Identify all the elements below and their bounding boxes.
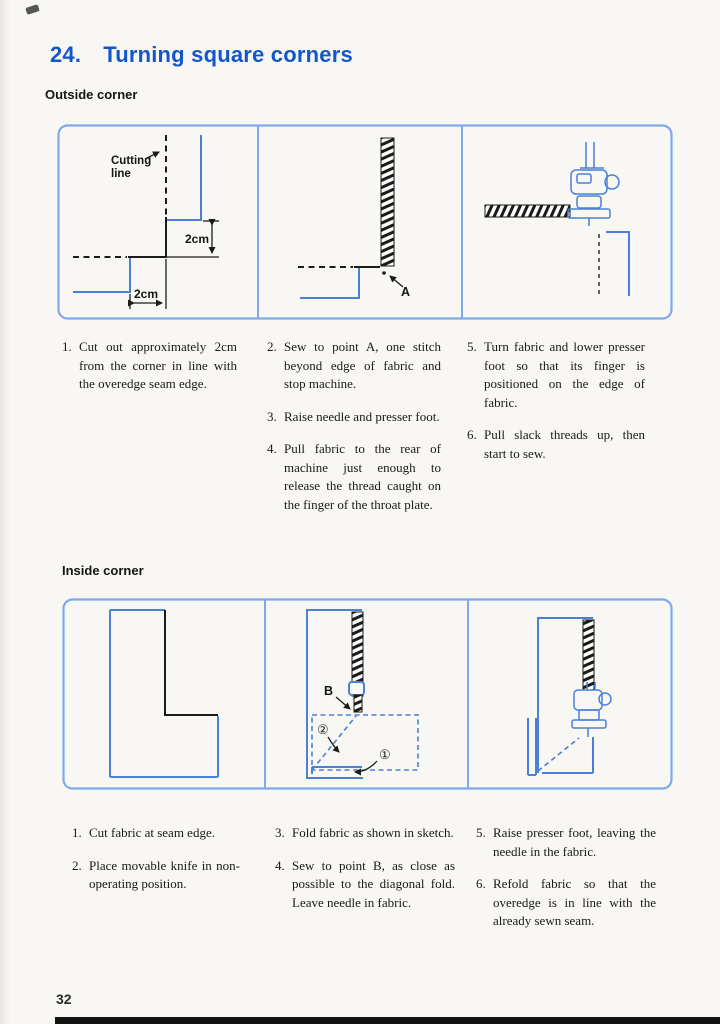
- vertical-dimension-label: 2cm: [185, 232, 210, 246]
- outside-steps-column-1: [62, 338, 237, 408]
- outside-panel-3-presser-foot-diagram: [485, 142, 629, 297]
- presser-foot-illustration: [572, 682, 611, 737]
- inside-steps-column-1: [72, 824, 240, 908]
- cutting-line-label: line: [111, 168, 131, 180]
- inside-figure-border: [64, 600, 672, 789]
- outside-corner-heading: Outside corner: [45, 87, 138, 102]
- fold-step-2-marker: ②: [317, 722, 329, 737]
- fold-step-2-arrow: [328, 737, 339, 752]
- scan-mark: [25, 4, 40, 15]
- folded-flap: [528, 718, 536, 775]
- overedge-stitch: [354, 695, 362, 712]
- step-item: 2. Place movable knife in non-operating position.: [72, 857, 240, 891]
- step-item: 6. Pull slack threads up, then start to sew.: [467, 427, 645, 461]
- cutting-line-label: Cutting: [111, 155, 152, 167]
- fold-step-1-marker: ①: [379, 747, 391, 762]
- fabric-corner-line: [606, 232, 629, 296]
- step-item: 4. Sew to point B, as close as possible to the diagonal fold. Leave needle in fabric.: [275, 857, 455, 910]
- step-item: 4. Pull fabric to the rear of machine just enough to release the thread caught on the finger of the throat plate.: [267, 441, 441, 512]
- presser-foot-illustration: [568, 142, 619, 226]
- page-title: [50, 42, 353, 68]
- horizontal-dimension-label: 2cm: [134, 287, 159, 301]
- inside-corner-figure: [62, 598, 673, 790]
- section-number: 24.: [50, 42, 82, 67]
- overedge-stitch: [485, 205, 570, 217]
- outside-panel-2-sew-to-A-diagram: [298, 138, 410, 299]
- point-b-arrow: [336, 697, 350, 709]
- step-item: 5. Turn fabric and lower presser foot so that its finger is positioned on the edge of fabric.: [467, 339, 645, 410]
- inside-steps-column-2: [275, 824, 455, 926]
- scan-edge-shadow: [0, 0, 10, 1024]
- page-number: 32: [56, 991, 72, 1007]
- outside-steps-column-2: [267, 338, 441, 528]
- inside-panel-3-refold-diagram: [528, 618, 611, 775]
- step-item: 6. Refold fabric so that the overedge is in line with the already sewn seam.: [476, 876, 656, 928]
- step-item: 1. Cut fabric at seam edge.: [72, 825, 215, 840]
- inside-steps-column-3: [476, 824, 656, 945]
- inside-panel-2-fold-diagram: [307, 610, 418, 778]
- inside-corner-heading: Inside corner: [62, 563, 144, 578]
- outside-panel-1-cutting-diagram: [73, 135, 219, 309]
- outside-steps-column-3: [467, 338, 645, 477]
- step-item: 3. Raise needle and presser foot.: [267, 408, 440, 424]
- overedge-stitch: [583, 620, 594, 690]
- scan-bottom-edge: [55, 1017, 720, 1024]
- step-item: 3. Fold fabric as shown in sketch.: [275, 825, 454, 840]
- inside-panel-1-L-shape-diagram: [110, 610, 218, 777]
- overedge-stitch: [381, 138, 394, 266]
- step-item: 2. Sew to point A, one stitch beyond edge of fabric and stop machine.: [267, 339, 441, 391]
- point-b-label: B: [324, 684, 334, 698]
- point-a-label: A: [401, 285, 411, 299]
- diagonal-fold-dashed-line: [538, 738, 579, 771]
- outside-corner-figure: [57, 124, 673, 320]
- step-item: 1. Cut out approximately 2cm from the corner in line with the overedge seam edge.: [62, 339, 237, 391]
- section-title-text: Turning square corners: [103, 42, 353, 67]
- step-item: 5. Raise presser foot, leaving the needle in the fabric.: [476, 825, 656, 859]
- needle-foot-marker: [349, 682, 364, 695]
